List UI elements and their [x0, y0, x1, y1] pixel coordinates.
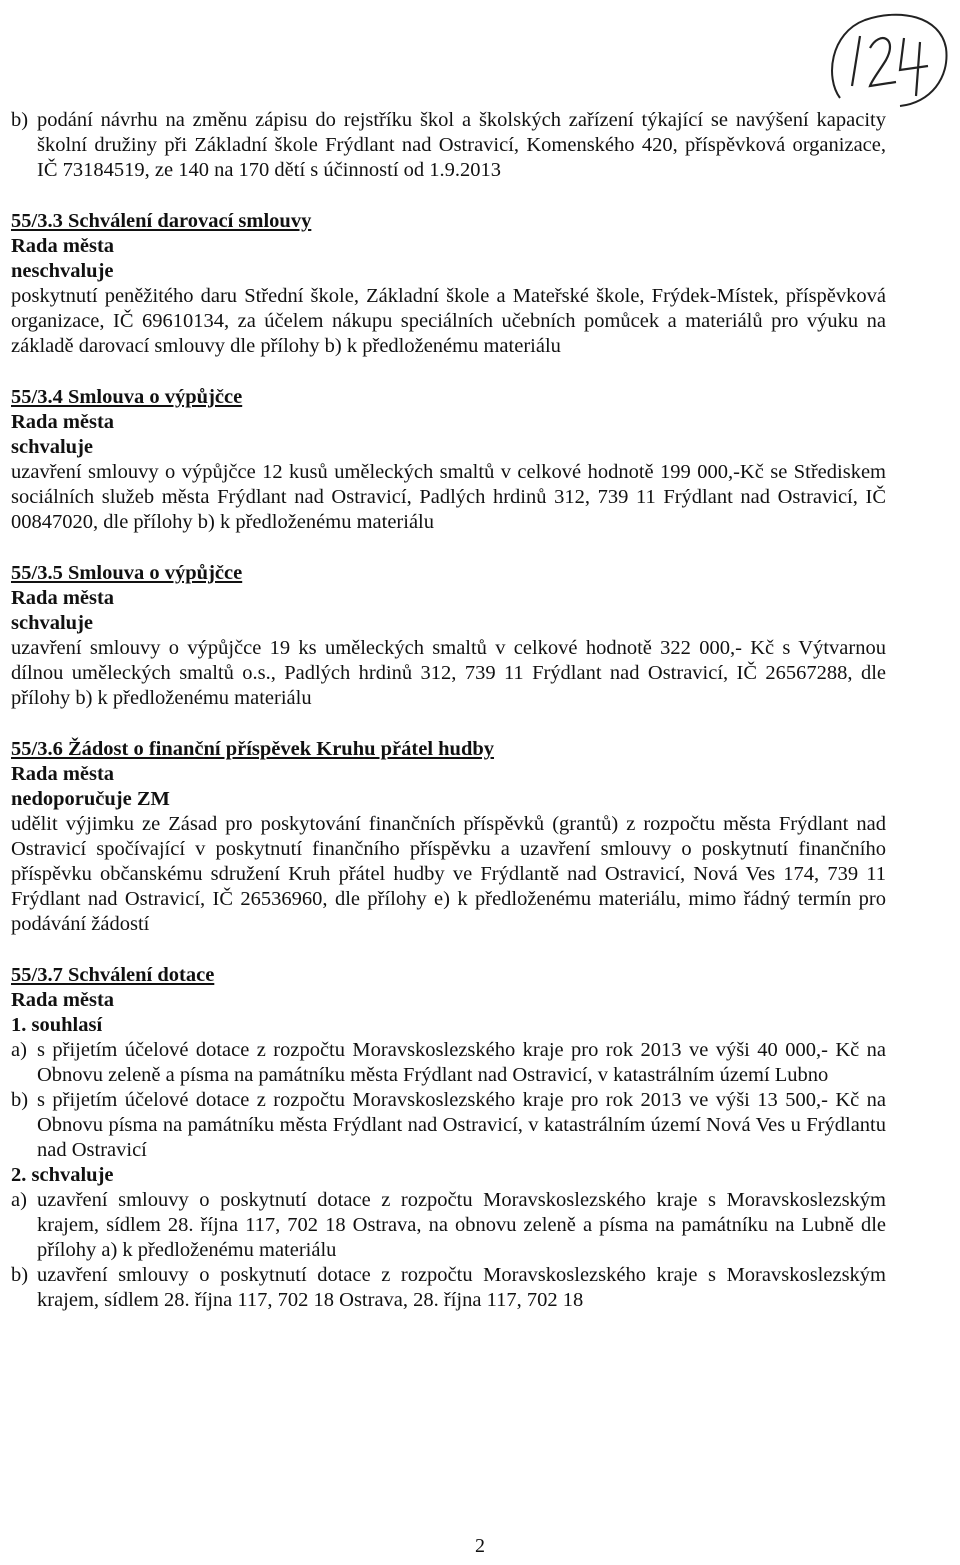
item-text: uzavření smlouvy o poskytnutí dotace z rozpočtu Moravskoslezského kraje s Moravskoslezským krajem, sídlem 28. října 117, 702 18 Ostrava, na obnovu zeleně a písma na památníku na Lubně dle přílohy a) k předloženému materiálu: [37, 1189, 886, 1261]
part1-item-a: [11, 1038, 886, 1088]
section-55-3-7: [11, 963, 886, 1313]
section-55-3-5: [11, 561, 886, 711]
part1-item-b: [11, 1088, 886, 1163]
item-label: b): [11, 109, 29, 131]
handwritten-stamp-icon: [820, 8, 950, 108]
item-label: b): [11, 1089, 29, 1111]
section-body: Rada města: [11, 763, 115, 785]
item-label: a): [11, 1189, 27, 1211]
section-title: 55/3.6 Žádost o finanční příspěvek Kruhu přátel hudby: [11, 738, 494, 760]
page-number: 2: [475, 1535, 485, 1557]
section-body: Rada města: [11, 235, 115, 257]
section-55-3-6: [11, 737, 886, 937]
section-title: 55/3.7 Schválení dotace: [11, 964, 215, 986]
intro-item: [11, 108, 886, 183]
section-body: Rada města: [11, 587, 115, 609]
section-title: 55/3.3 Schválení darovací smlouvy: [11, 210, 312, 232]
item-text: s přijetím účelové dotace z rozpočtu Moravskoslezského kraje pro rok 2013 ve výši 40 000,- Kč na Obnovu zeleně a písma na památníku města Frýdlant nad Ostravicí, v katastrálním území Lubno: [37, 1039, 886, 1086]
section-55-3-3: [11, 209, 886, 359]
item-text: podání návrhu na změnu zápisu do rejstříku škol a školských zařízení týkající se navýšení kapacity školní družiny při Základní škole Frýdlant nad Ostravicí, Komenského 420, příspěvková organizace, IČ 73184519, ze 140 na 170 dětí s účinností od 1.9.2013: [37, 109, 886, 181]
section-verb: neschvaluje: [11, 260, 114, 282]
section-title: 55/3.5 Smlouva o výpůjčce: [11, 562, 243, 584]
section-verb: schvaluje: [11, 436, 93, 458]
section-text: udělit výjimku ze Zásad pro poskytování finančních příspěvků (grantů) z rozpočtu města Frýdlant nad Ostravicí spočívající v poskytnutí finančního příspěvku a uzavření smlouvy o poskytnutí finančního příspěvku občanskému sdružení Kruh přátel hudby ve Frýdlantě nad Ostravicí, Nová Ves 174, 739 11 Frýdlant nad Ostravicí, IČ 26536960, dle přílohy e) k předloženému materiálu, mimo řádný termín pro podávání žádostí: [11, 813, 886, 935]
section-title: 55/3.4 Smlouva o výpůjčce: [11, 386, 243, 408]
section-body: Rada města: [11, 411, 115, 433]
section-body: Rada města: [11, 989, 115, 1011]
item-label: b): [11, 1264, 29, 1286]
item-text: uzavření smlouvy o poskytnutí dotace z rozpočtu Moravskoslezského kraje s Moravskoslezským krajem, sídlem 28. října 117, 702 18 Ostrava, 28. října 117, 702 18: [37, 1264, 886, 1311]
section-verb: schvaluje: [11, 612, 93, 634]
item-label: a): [11, 1039, 27, 1061]
section-text: uzavření smlouvy o výpůjčce 12 kusů uměleckých smaltů v celkové hodnotě 199 000,-Kč se Střediskem sociálních služeb města Frýdlant nad Ostravicí, Padlých hrdinů 312, 739 11 Frýdlant nad Ostravicí, IČ 00847020, dle přílohy b) k předloženému materiálu: [11, 461, 886, 533]
part1-heading: 1. souhlasí: [11, 1014, 103, 1036]
section-text: uzavření smlouvy o výpůjčce 19 ks uměleckých smaltů v celkové hodnotě 322 000,- Kč s Výtvarnou dílnou uměleckých smaltů o.s., Padlých hrdinů 312, 739 11 Frýdlant nad Ostravicí, IČ 26567288, dle přílohy b) k předloženému materiálu: [11, 637, 886, 709]
document-body: [11, 108, 886, 1313]
part2-item-b: [11, 1263, 886, 1313]
section-55-3-4: [11, 385, 886, 535]
part2-item-a: [11, 1188, 886, 1263]
item-text: s přijetím účelové dotace z rozpočtu Moravskoslezského kraje pro rok 2013 ve výši 13 500,- Kč na Obnovu písma na památníku města Frýdlant nad Ostravicí, v katastrálním území Nová Ves u Frýdlantu nad Ostravicí: [37, 1089, 886, 1161]
section-verb: nedoporučuje ZM: [11, 788, 170, 810]
section-text: poskytnutí peněžitého daru Střední škole, Základní škole a Mateřské škole, Frýdek-Místek, příspěvková organizace, IČ 69610134, za účelem nákupu speciálních učebních pomůcek a materiálů pro výuku na základě darovací smlouvy dle přílohy b) k předloženému materiálu: [11, 285, 886, 357]
part2-heading: 2. schvaluje: [11, 1164, 114, 1186]
